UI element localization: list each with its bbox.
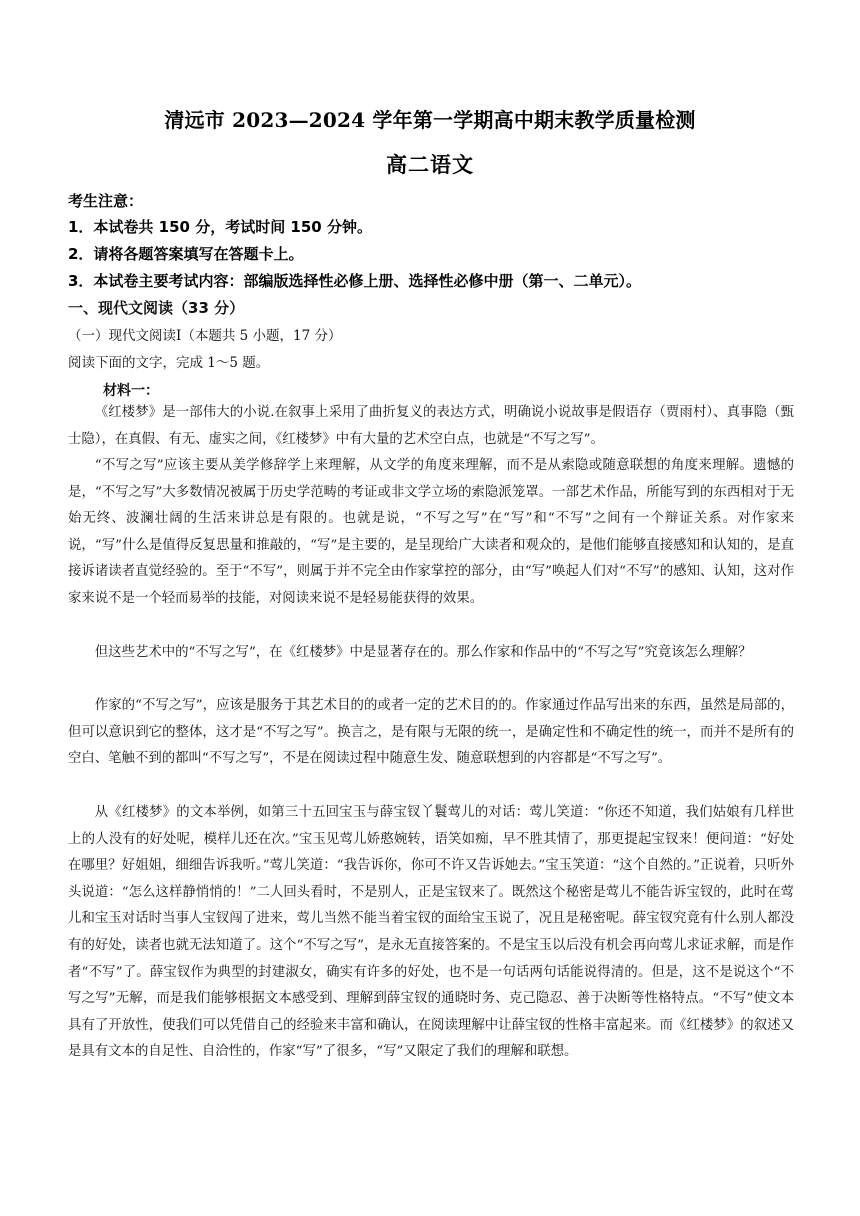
exam-title: 清远市 2023—2024 学年第一学期高中期末教学质量检测 <box>164 108 696 132</box>
exam-subject: 高二语文 <box>386 152 474 177</box>
paragraph-4: 作家的“不写之写”，应该是服务于其艺术目的的或者一定的艺术目的的。作家通过作品写出来的东西，虽然是局部的，但可以意识到它的整体，这才是“不写之写”。换言之，是有限与无限的统一，是确定性和不确定性的统一，而并不是所有的空白、笔触不到的都叫“不写之写”，不是在阅读过程中随意生发、随意联想到的内容都是“不写之写”。 <box>68 698 794 767</box>
paragraph-1: 《红楼梦》是一部伟大的小说.在叙事上采用了曲折复义的表达方式，明确说小说故事是假语存（贾雨村）、真事隐（甄士隐），在真假、有无、虚实之间，《红楼梦》中有大量的艺术空白点，也就是“不写之写”。 <box>68 405 794 447</box>
paragraph-3: 但这些艺术中的“不写之写”，在《红楼梦》中是显著存在的。那么作家和作品中的“不写之写”究竟该怎么理解？ <box>94 645 752 660</box>
notice-heading: 考生注意： <box>68 192 144 210</box>
section-title: 一、现代文阅读（33 分） <box>68 299 245 317</box>
notice-item-2: 2．请将各题答案填写在答题卡上。 <box>68 245 304 263</box>
paragraph-2: “不写之写”应该主要从美学修辞学上来理解，从文学的角度来理解，而不是从索隐或随意联想的角度来理解。遗憾的是，“不写之写”大多数情况被属于历史学范畴的考证或非文学立场的索隐派笼罩。一部艺术作品，所能写到的东西相对于无始无终、波澜壮阔的生活来讲总是有限的。也就是说，“不写之写”在“写”和“不写”之间有一个辩证关系。对作家来说，“写”什么是值得反复思量和推敲的，“写”是主要的，是呈现给广大读者和观众的，是他们能够直接感知和认知的，是直接诉诸读者直觉经验的。至于“不写”，则属于并不完全由作家掌控的部分，由“写”唤起人们对“不写”的感知、认知，这对作家来说不是一个轻而易举的技能，对阅读来说不是轻易能获得的效果。 <box>68 458 794 606</box>
section-instruction: 阅读下面的文字，完成 1～5 题。 <box>68 355 270 371</box>
material-label: 材料一： <box>103 383 159 399</box>
section-part: （一）现代文阅读Ⅰ（本题共 5 小题，17 分） <box>68 328 342 344</box>
notice-item-1: 1．本试卷共 150 分，考试时间 150 分钟。 <box>68 218 372 236</box>
notice-item-3: 3．本试卷主要考试内容：部编版选择性必修上册、选择性必修中册（第一、二单元）。 <box>68 272 641 290</box>
paragraph-5: 从《红楼梦》的文本举例，如第三十五回宝玉与薛宝钗丫鬟莺儿的对话：莺儿笑道：“你还不知道，我们姑娘有几样世上的人没有的好处呢，模样儿还在次。”宝玉见莺儿娇憨婉转，语笑如痴，早不胜其情了，那更提起宝钗来！便问道：“好处在哪里？好姐姐，细细告诉我听。”莺儿笑道：“我告诉你，你可不许又告诉她去。”宝玉笑道：“这个自然的。”正说着，只听外头说道：“怎么这样静悄悄的！”二人回头看时，不是别人，正是宝钗来了。既然这个秘密是莺儿不能告诉宝钗的，此时在莺儿和宝玉对话时当事人宝钗闯了进来，莺儿当然不能当着宝钗的面给宝玉说了，况且是秘密呢。薛宝钗究竟有什么别人都没有的好处，读者也就无法知道了。这个“不写之写”，是永无直接答案的。不是宝玉以后没有机会再向莺儿求证求解，而是作者“不写”了。薛宝钗作为典型的封建淑女，确实有许多的好处，也不是一句话两句话能说得清的。但是，这不是说这个“不写之写”无解，而是我们能够根据文本感受到、理解到薛宝钗的通晓时务、克己隐忍、善于决断等性格特点。“不写”使文本具有了开放性，使我们可以凭借自己的经验来丰富和确认，在阅读理解中让薛宝钗的性格丰富起来。而《红楼梦》的叙述又是具有文本的自足性、自洽性的，作家“写”了很多，“写”又限定了我们的理解和联想。 <box>68 805 794 1060</box>
